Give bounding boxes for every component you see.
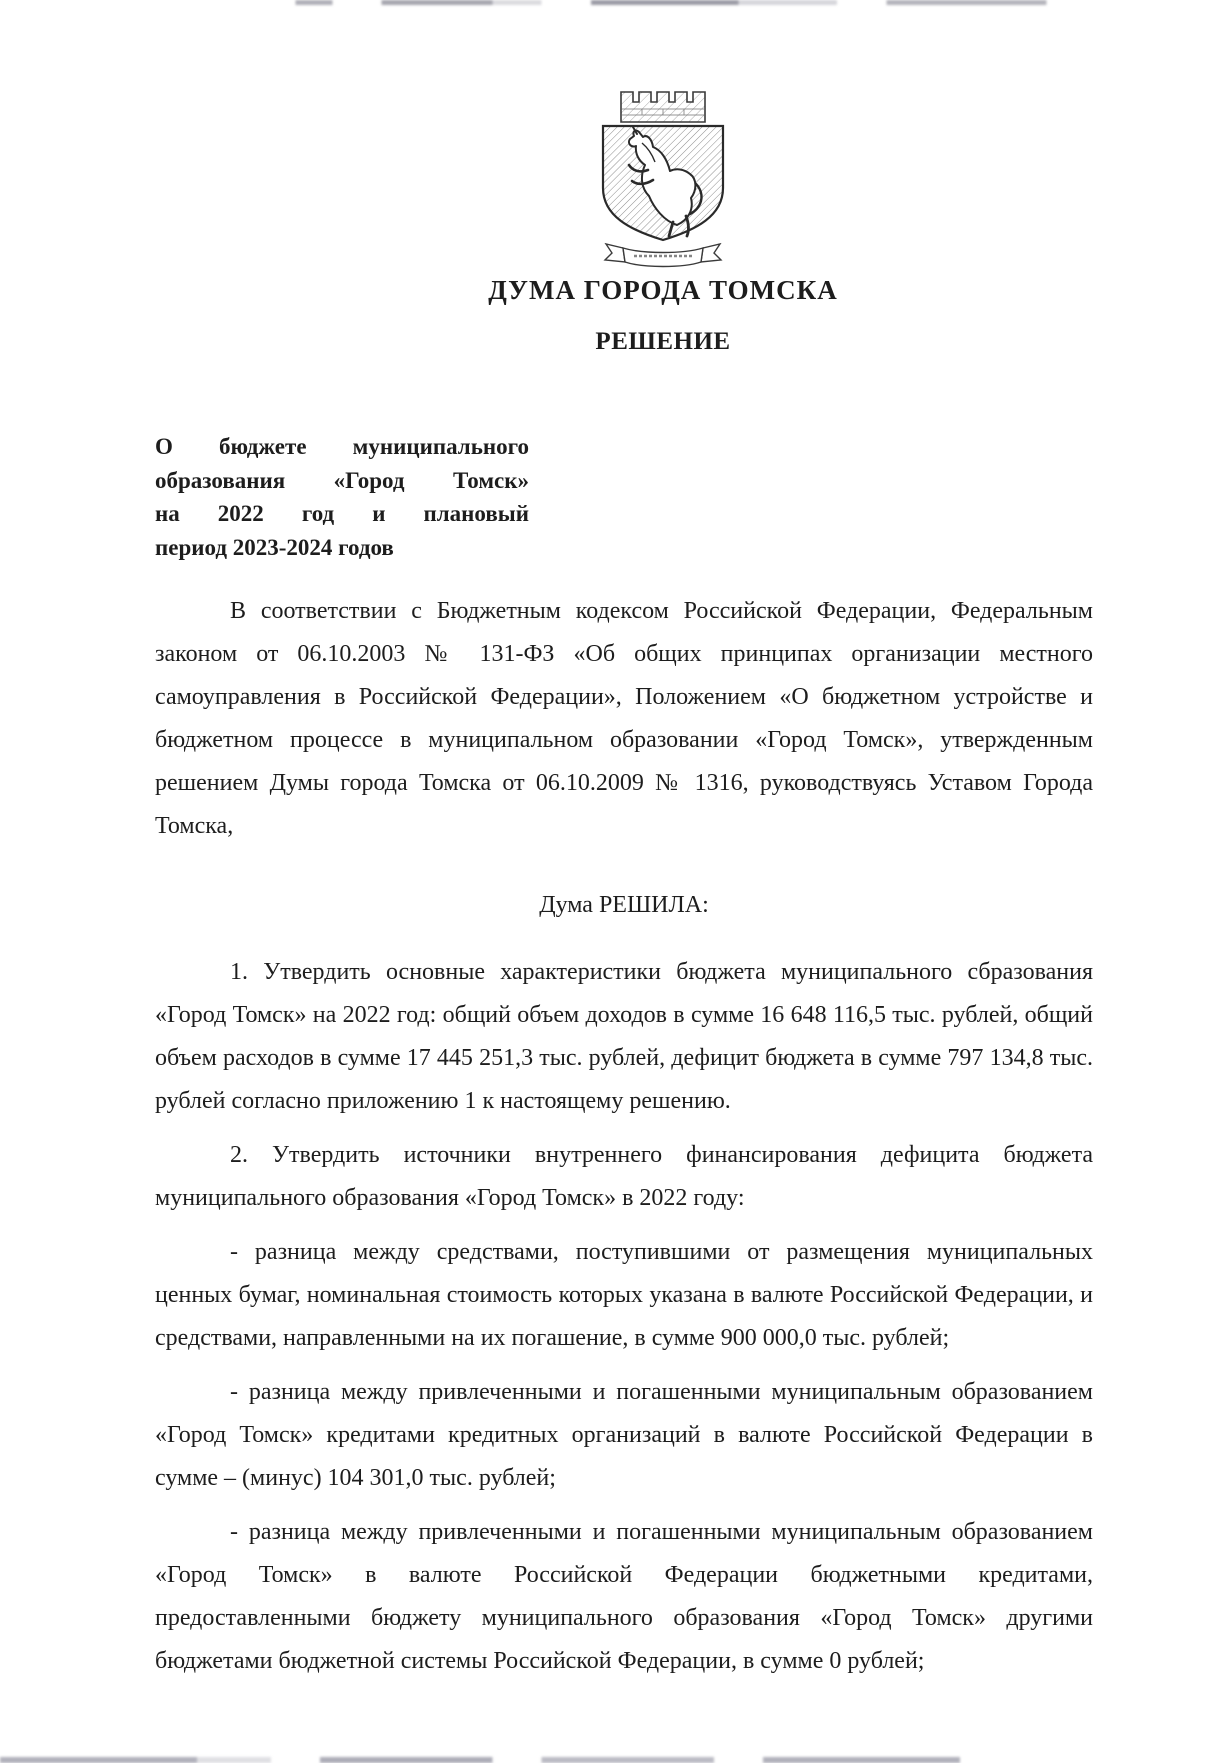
crown-shape (621, 92, 705, 122)
paragraph-item-1: 1. Утвердить основные характеристики бюджета муниципального сбразования «Город Томск» на 2022 год: общий объем доходов в сумме 16 648 116,5 тыс. рублей, общий объем расходов в сумме 17 445 251,3 тыс. рублей, дефицит бюджета в сумме 797 134,8 тыс. рублей согласно приложению 1 к настоящему решению. (155, 959, 1093, 1114)
tomsk-coat-of-arms-icon (95, 88, 1231, 270)
paragraph-bullet-securities: - разница между средствами, поступившими от размещения муниципальных ценных бумаг, номинальная стоимость которых указана в валюте Российской Федерации, и средствами, направленными на их погашение, в сумме 900 000,0 тыс. рублей; (155, 1239, 1093, 1351)
document-subject (155, 430, 529, 564)
intro-paragraph: В соответствии с Бюджетным кодексом Российской Федерации, Федеральным законом от 06.10.2003 № 131-ФЗ «Об общих принципах организации местного самоуправления в Российской Федерации», Положением «О бюджетном устройстве и бюджетном процессе в муниципальном образовании «Город Томск», утвержденным решением Думы города Томска от 06.10.2009 № 1316, руководствуясь Уставом Города Томска, (155, 598, 1093, 839)
resolution-heading: Дума РЕШИЛА: (539, 892, 709, 918)
ribbon-banner (605, 244, 721, 267)
document-type-title: РЕШЕНИЕ (595, 328, 731, 355)
organization-name: ДУМА ГОРОДА ТОМСКА (488, 275, 838, 305)
subject-line: О бюджете муниципального (155, 434, 529, 459)
scan-artifact-top (0, 0, 1231, 5)
paragraph-item-2: 2. Утвердить источники внутреннего финансирования дефицита бюджета муниципального образования «Город Томск» в 2022 году: (155, 1142, 1093, 1211)
paragraph-bullet-budget-credits: - разница между привлеченными и погашенными муниципальным образованием «Город Томск» в валюте Российской Федерации бюджетными кредитами, предоставленными бюджету муниципального образования «Город Томск» другими бюджетами бюджетной системы Российской Федерации, в сумме 0 рублей; (155, 1519, 1093, 1674)
subject-line: период 2023-2024 годов (155, 534, 394, 560)
subject-line: образования «Город Томск» (155, 467, 529, 493)
emblem-svg (578, 88, 748, 270)
subject-line: на 2022 год и плановый (155, 501, 529, 526)
scan-artifact-bottom (0, 1757, 1231, 1763)
paragraph-bullet-bank-credits: - разница между привлеченными и погашенными муниципальным образованием «Город Томск» кредитами кредитных организаций в валюте Российской Федерации в сумме – (минус) 104 301,0 тыс. рублей; (155, 1379, 1093, 1491)
